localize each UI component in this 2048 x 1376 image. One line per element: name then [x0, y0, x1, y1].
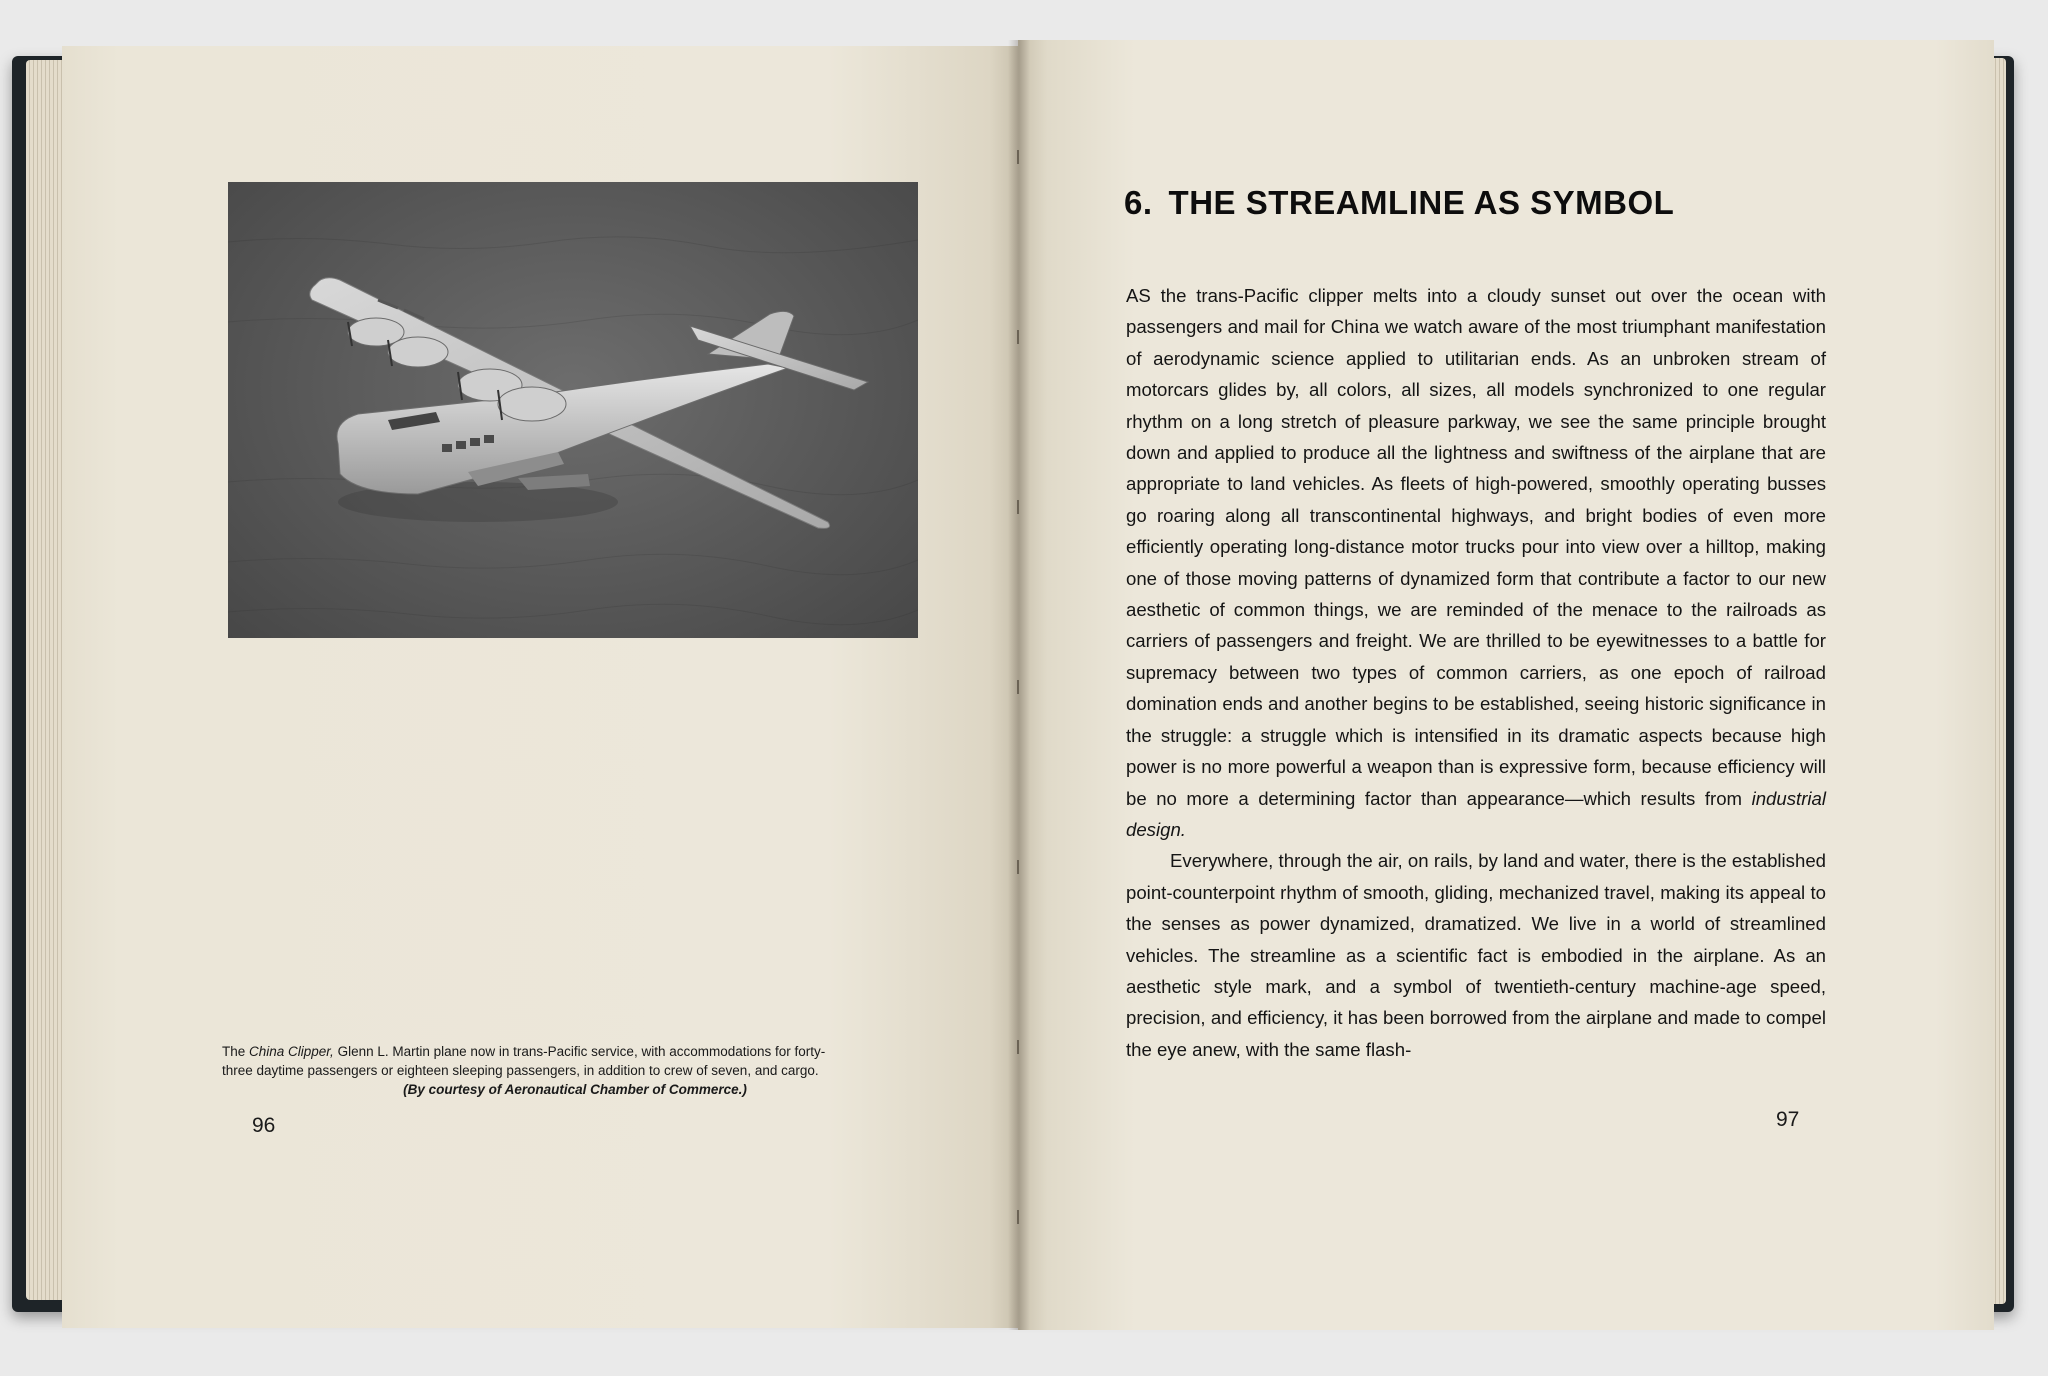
flying-boat-icon	[228, 182, 918, 638]
binding-stitch	[1017, 500, 1019, 514]
chapter-title	[1124, 184, 1674, 222]
photo-caption	[222, 1042, 928, 1099]
paragraph-2: Everywhere, through the air, on rails, by land and water, there is the established point-counterpoint rhythm of smooth, gliding, mechanized travel, making its appeal to the senses as power dynamized, dramatized. We live in a world of streamlined vehicles. The streamline as a scientific fact is embodied in the airplane. As an aesthetic style mark, and a symbol of twentieth-century machine-age speed, precision, and efficiency, it has been borrowed from the airplane and made to compel the eye anew, with the same flash-	[1126, 850, 1826, 1060]
chapter-number: 6.	[1124, 184, 1153, 221]
book-gutter	[1008, 40, 1030, 1330]
page-number-left: 96	[252, 1114, 276, 1137]
paragraph-1	[1126, 280, 1826, 845]
caption-lead: The	[222, 1044, 250, 1059]
binding-stitch	[1017, 1210, 1019, 1224]
chapter-body	[1126, 280, 1826, 1065]
paragraph-1-text: AS the trans-Pacific clipper melts into a cloudy sunset out over the ocean with passengers and mail for China we watch aware of the most triumphant manifestation of aerodynamic science applied to utilitarian ends. As an unbroken stream of motorcars glides by, all colors, all sizes, all models synchronized to one regular rhythm on a long stretch of pleasure parkway, we see the same principle brought down and applied to produce all the lightness and swiftness of the airplane that are appropriate to land vehicles. As fleets of high-powered, smoothly operating busses go roaring along all transcontinental highways, and bright bodies of even more efficiently operating long-distance motor trucks pour into view over a hilltop, making one of those moving patterns of dynamized form that contribute a factor to our new aesthetic of common things, we are reminded of the menace to the railroads as carriers of passengers and freight. We are thrilled to be eyewitnesses to a battle for supremacy between two types of common carriers, as one epoch of railroad domination ends and another begins to be established, seeing historic significance in the struggle: a struggle which is intensified in its dramatic aspects because high power is no more powerful a weapon than is expressive form, because efficiency will be no more a determining factor than appearance—which results from	[1126, 285, 1826, 809]
binding-stitch	[1017, 860, 1019, 874]
flying-boat-photo	[228, 182, 918, 638]
binding-stitch	[1017, 680, 1019, 694]
caption-line-2: three daytime passengers or eighteen sleeping passengers, in addition to crew of seven, and cargo.	[222, 1063, 819, 1078]
binding-stitch	[1017, 1040, 1019, 1054]
page-number-right: 97	[1776, 1108, 1800, 1131]
caption-italic-title: China Clipper,	[249, 1044, 334, 1059]
chapter-title-text: THE STREAMLINE AS SYMBOL	[1168, 184, 1675, 221]
caption-line-1	[222, 1042, 928, 1061]
paragraph-1-italic: industrial design.	[1126, 787, 1826, 840]
caption-rest: Glenn L. Martin plane now in trans-Pacific service, with accommodations for forty-	[333, 1044, 826, 1059]
binding-stitch	[1017, 330, 1019, 344]
caption-credit: (By courtesy of Aeronautical Chamber of Commerce.)	[403, 1082, 747, 1097]
binding-stitch	[1017, 150, 1019, 164]
